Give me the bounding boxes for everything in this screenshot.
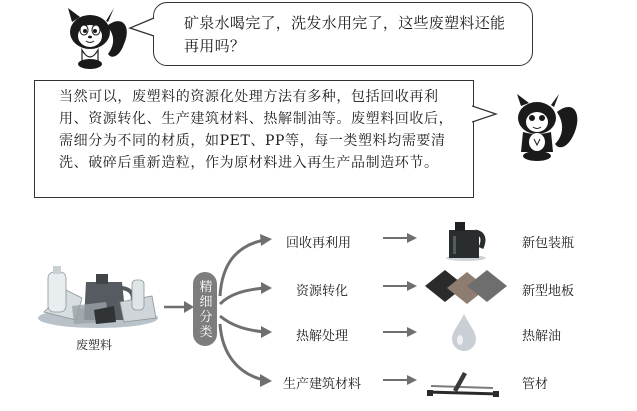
product-floor: 新型地板 (522, 284, 575, 299)
question-bubble (153, 2, 533, 66)
pipes-icon (423, 362, 503, 402)
plastic-waste-pile-icon (36, 262, 162, 332)
product-bottle: 新包装瓶 (522, 236, 575, 251)
answer-text: 当然可以，废塑料的资源化处理方法有多种，包括回收再利用、资源转化、生产建筑材料、热解制油等。废塑料回收后，需细分为不同的材质，如PET、PP等，每一类塑料均需要清洗、破碎后重新造粒，作为原材料进入再生产品制造环节。 (59, 89, 454, 171)
answer-box (34, 80, 474, 198)
squirrel-mascot-icon (62, 4, 132, 72)
classify-label: 精细分类 (199, 280, 213, 340)
process-convert: 资源转化 (296, 284, 349, 299)
process-pyrolysis: 热解处理 (296, 329, 349, 344)
question-text: 矿泉水喝完了，洗发水用完了，这些废塑料还能再用吗？ (184, 14, 506, 55)
detergent-bottle-icon (441, 218, 491, 262)
answer-tail (472, 104, 498, 126)
bubble-tail (128, 16, 156, 40)
product-oil: 热解油 (522, 329, 562, 344)
oil-drop-icon (450, 312, 478, 352)
source-label: 废塑料 (76, 338, 113, 352)
product-pipe: 管材 (522, 377, 549, 392)
process-arrows (381, 230, 421, 390)
process-building: 生产建筑材料 (283, 377, 362, 392)
process-recycle: 回收再利用 (286, 236, 352, 251)
squirrel-mascot-icon (507, 92, 581, 164)
branch-arrows (214, 224, 274, 392)
arrow-to-classify (164, 300, 194, 314)
floor-tiles-icon (421, 266, 511, 306)
